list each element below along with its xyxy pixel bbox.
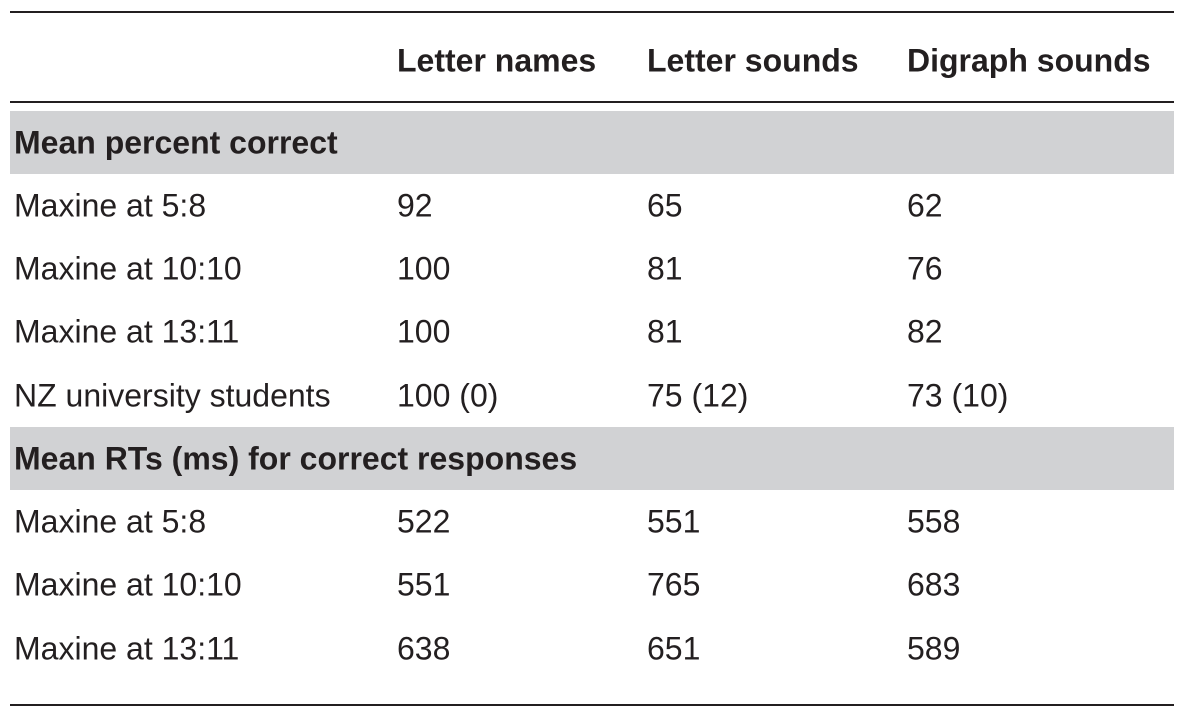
table-header-row [10,29,1174,92]
table-row [10,553,1174,616]
row-label: Maxine at 5:8 [14,187,207,223]
header-rule [10,101,1174,103]
cell-letter-sounds: 81 [647,313,683,349]
table-row [10,174,1174,237]
row-label: Maxine at 5:8 [14,503,207,539]
column-header-letter-names: Letter names [397,42,597,78]
cell-digraph-sounds: 683 [907,566,961,602]
cell-digraph-sounds: 76 [907,250,943,286]
top-rule [10,11,1174,13]
cell-letter-names: 551 [397,566,451,602]
column-header-letter-sounds: Letter sounds [647,42,859,78]
table-row [10,300,1174,363]
cell-letter-sounds: 551 [647,503,701,539]
section-header-mean-rts [10,427,1174,490]
cell-letter-names: 522 [397,503,451,539]
bottom-rule [10,704,1174,706]
row-label: Maxine at 13:11 [14,313,240,349]
cell-digraph-sounds: 73 (10) [907,377,1009,413]
table-row [10,617,1174,680]
row-label: Maxine at 10:10 [14,250,242,286]
cell-letter-names: 638 [397,630,451,666]
section-title: Mean RTs (ms) for correct responses [14,440,578,476]
cell-letter-sounds: 81 [647,250,683,286]
cell-digraph-sounds: 82 [907,313,943,349]
cell-letter-names: 92 [397,187,433,223]
table-row [10,490,1174,553]
cell-letter-sounds: 75 (12) [647,377,749,413]
cell-letter-sounds: 651 [647,630,701,666]
table-row [10,237,1174,300]
column-header-digraph-sounds: Digraph sounds [907,42,1151,78]
cell-digraph-sounds: 558 [907,503,961,539]
cell-digraph-sounds: 62 [907,187,943,223]
row-label: NZ university students [14,377,331,413]
section-title: Mean percent correct [14,124,338,160]
cell-letter-sounds: 65 [647,187,683,223]
row-label: Maxine at 10:10 [14,566,242,602]
cell-digraph-sounds: 589 [907,630,961,666]
cell-letter-sounds: 765 [647,566,701,602]
cell-letter-names: 100 (0) [397,377,499,413]
table-row [10,364,1174,427]
cell-letter-names: 100 [397,313,451,349]
section-header-percent-correct [10,111,1174,174]
row-label: Maxine at 13:11 [14,630,240,666]
cell-letter-names: 100 [397,250,451,286]
